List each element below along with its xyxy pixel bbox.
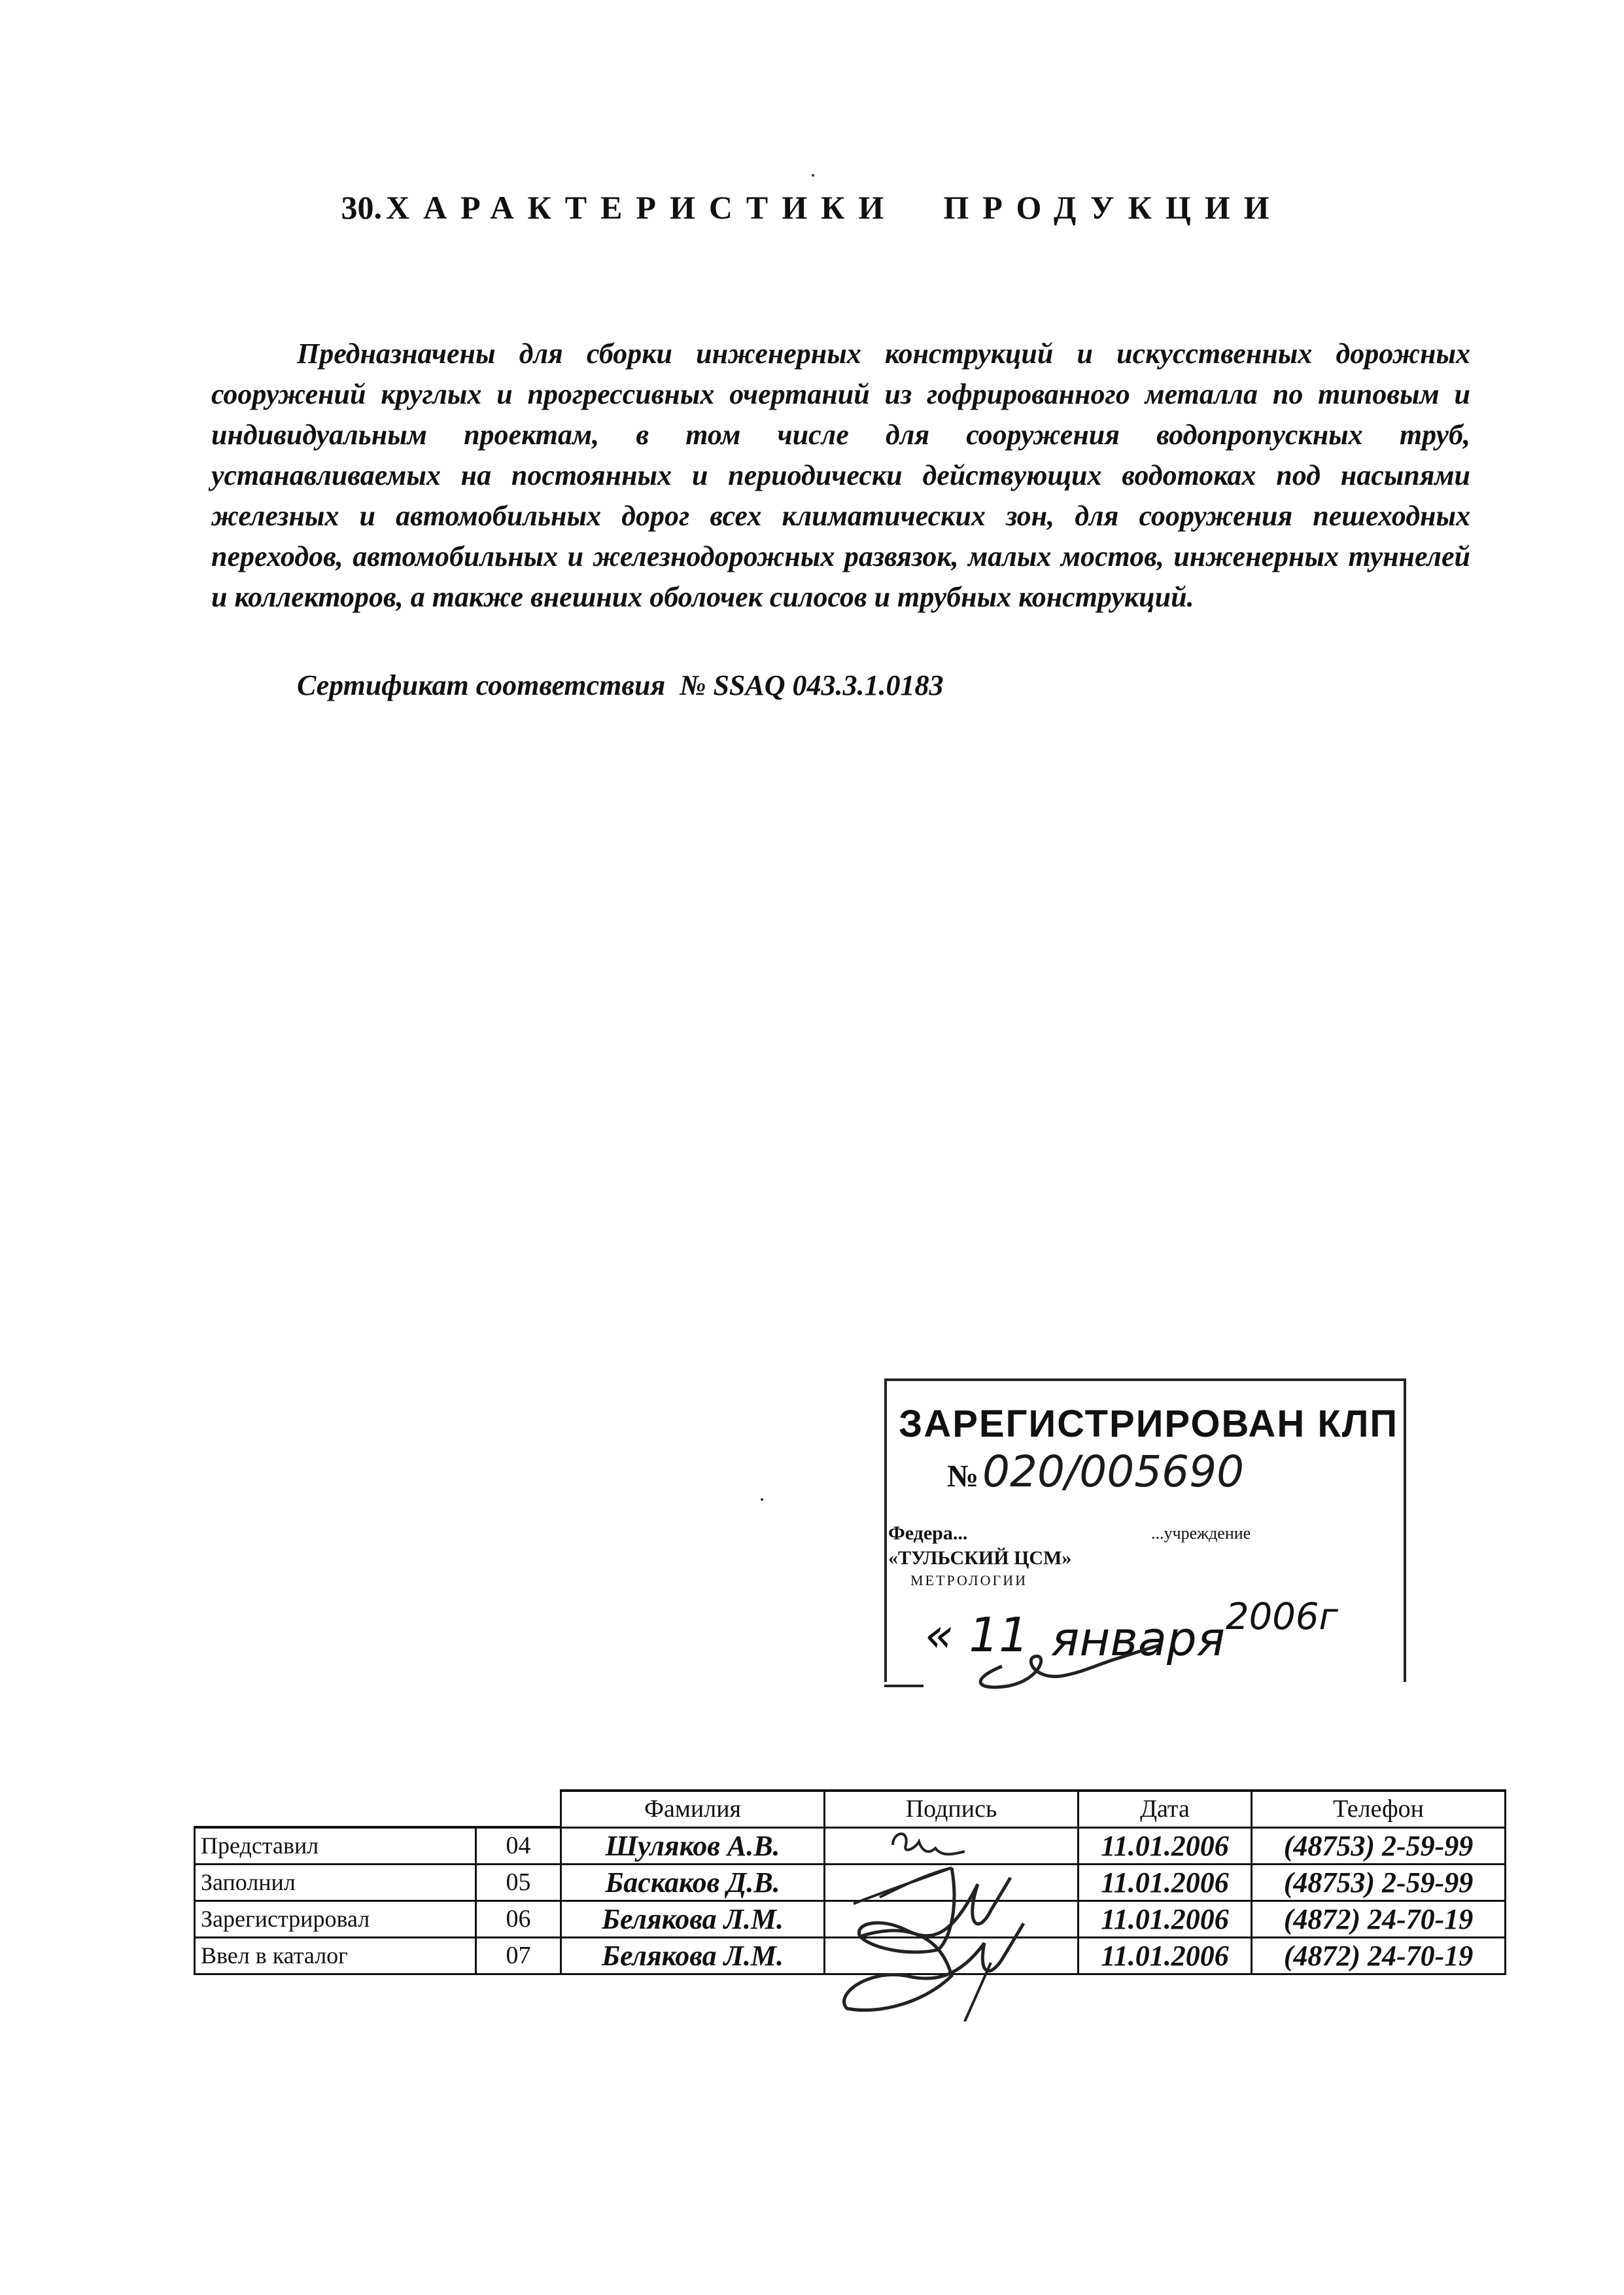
header-empty-cell: [195, 1791, 561, 1827]
row-role: Зарегистрировал: [195, 1901, 476, 1937]
certificate-line: [297, 669, 944, 702]
row-phone: (48753) 2-59-99: [1252, 1827, 1506, 1864]
stamp-title: ЗАРЕГИСТРИРОВАН КЛП: [899, 1403, 1399, 1445]
row-name: Шуляков А.В.: [561, 1827, 825, 1864]
section-heading: [0, 188, 1624, 226]
certificate-label: Сертификат соответствия: [297, 669, 666, 701]
handwritten-signatures-icon: [795, 1825, 1069, 2022]
stamp-metrology-line: МЕТРОЛОГИИ: [910, 1572, 1028, 1588]
speck: [761, 1498, 763, 1501]
stamp-number-sign: №: [947, 1459, 979, 1494]
row-name: Белякова Л.М.: [561, 1937, 825, 1974]
row-code: 06: [476, 1901, 561, 1937]
stamp-date-year: 2006г: [1226, 1596, 1338, 1638]
row-name: Белякова Л.М.: [561, 1901, 825, 1937]
stamp-center-line: «ТУЛЬСКИЙ ЦСМ»: [888, 1547, 1072, 1569]
row-date: 11.01.2006: [1079, 1901, 1252, 1937]
stamp-institution-line: ...учреждение: [1151, 1524, 1251, 1543]
stamp-signature-icon: [963, 1640, 1179, 1692]
stamp-registration-number: 020/005690: [982, 1446, 1245, 1497]
row-name: Баскаков Д.В.: [561, 1864, 825, 1901]
row-date: 11.01.2006: [1079, 1864, 1252, 1901]
row-code: 05: [476, 1864, 561, 1901]
heading-word-1: ХАРАКТЕРИСТИКИ: [385, 189, 898, 226]
row-phone: (4872) 24-70-19: [1252, 1937, 1506, 1974]
heading-word-2: ПРОДУКЦИИ: [943, 189, 1283, 226]
row-date: 11.01.2006: [1079, 1937, 1252, 1974]
header-date: Дата: [1079, 1791, 1252, 1827]
table-header-row: [195, 1791, 1506, 1827]
row-role: Представил: [195, 1827, 476, 1864]
stamp-date-month: января: [1051, 1611, 1225, 1666]
row-role: Заполнил: [195, 1864, 476, 1901]
header-surname: Фамилия: [561, 1791, 825, 1827]
row-code: 04: [476, 1827, 561, 1864]
row-phone: (48753) 2-59-99: [1252, 1864, 1506, 1901]
section-number: 30.: [341, 189, 382, 226]
header-phone: Телефон: [1252, 1791, 1506, 1827]
row-date: 11.01.2006: [1079, 1827, 1252, 1864]
header-signature: Подпись: [825, 1791, 1079, 1827]
registration-stamp: [884, 1378, 1409, 1692]
row-role: Ввел в каталог: [195, 1937, 476, 1974]
certificate-number: № SSAQ 043.3.1.0183: [680, 669, 944, 701]
row-code: 07: [476, 1937, 561, 1974]
stamp-date-day: « 11: [925, 1607, 1029, 1662]
row-phone: (4872) 24-70-19: [1252, 1901, 1506, 1937]
speck: [812, 174, 814, 177]
stamp-federal-line: Федера...: [888, 1522, 968, 1544]
product-description: Предназначены для сборки инженерных конструкций и искусственных дорожных сооружений круглых и прогрессивных очертаний из гофрированного металла по типовым и индивидуальным проектам, в том числе для сооружения водопропускных труб, устанавливаемых на постоянных и периодически действующих водотоках под насыпями железных и автомобильных дорог всех климатических зон, для сооружения пешеходных переходов, автомобильных и железнодорожных развязок, малых мостов, инженерных туннелей и коллекторов, а также внешних оболочек силосов и трубных конструкций.: [211, 338, 1470, 613]
